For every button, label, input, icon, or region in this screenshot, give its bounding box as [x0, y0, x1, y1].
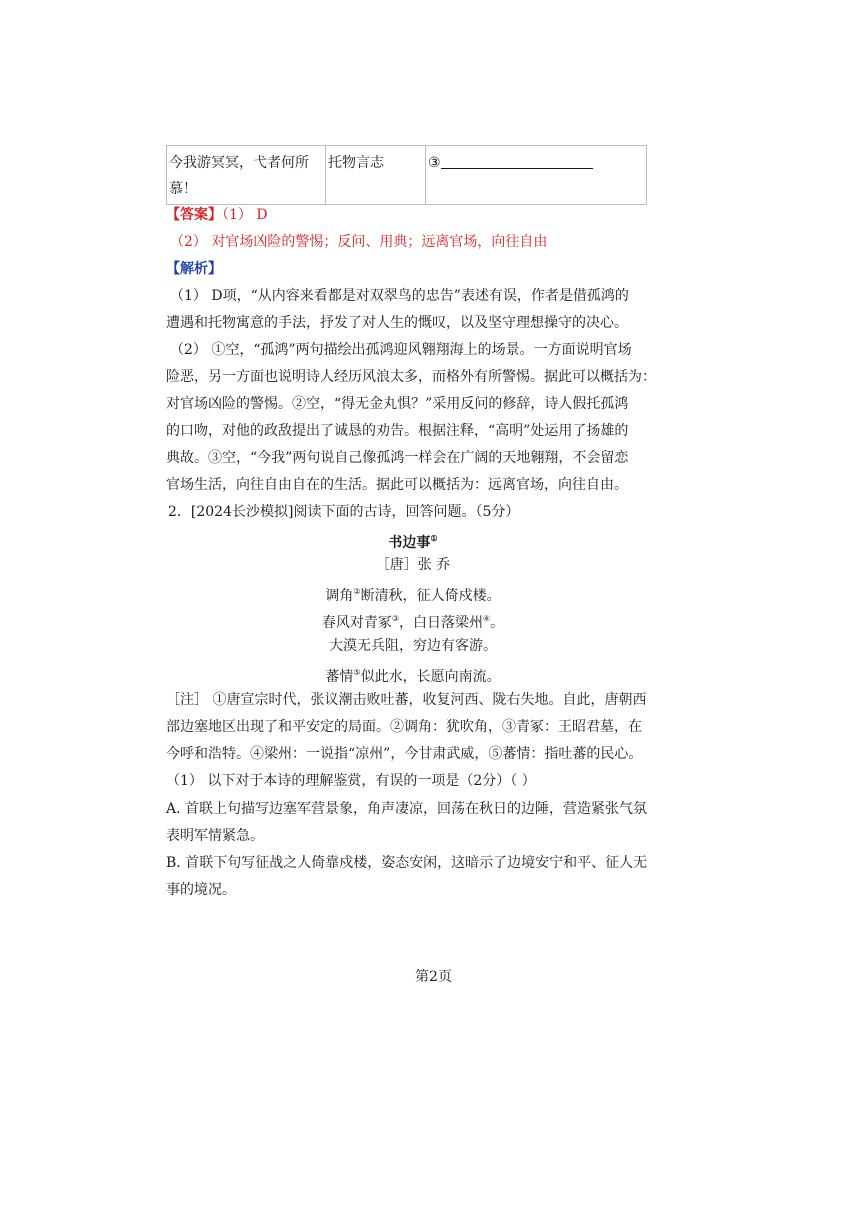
analysis-line-3: （2） ①空，“孤鸿”两句描绘出孤鸿迎风翱翔海上的场景。一方面说明官场	[170, 342, 632, 358]
analysis-line-8: 官场生活，向往自由自在的生活。据此可以概括为：远离官场，向往自由。	[166, 477, 628, 493]
analysis-line-5: 对官场凶险的警惕。②空，“得无金丸惧？”采用反问的修辞，诗人假托孤鸿	[166, 396, 629, 412]
blank-marker: ③	[428, 155, 441, 171]
comparison-table	[166, 145, 647, 205]
analysis-line-6: 的口吻，对他的政敌提出了诚恳的劝告。根据注释，“高明”处运用了扬雄的	[166, 423, 629, 439]
option-b-line-2: 事的境况。	[166, 882, 236, 898]
analysis-line-1: （1） D项，“从内容来看都是对双翠鸟的忠告”表述有误，作者是借孤鸿的	[170, 288, 629, 304]
poem-text: 春风对青冢	[321, 615, 392, 631]
analysis-line-2: 遭遇和托物寓意的手法，抒发了对人生的慨叹，以及坚守理想操守的决心。	[166, 315, 628, 331]
footnote-mark: ⑤	[353, 668, 361, 677]
poem-text: 调角	[325, 588, 354, 604]
answer-blank-line	[441, 154, 593, 169]
answer-line-1	[166, 205, 268, 225]
sub-question-1: （1） 以下对于本诗的理解鉴赏，有误的一项是（2分）（ ）	[166, 773, 536, 789]
poem-text: ，白日落梁州	[399, 615, 483, 631]
poem-text: 蕃情	[325, 669, 354, 685]
answer-part1: （1） D	[222, 207, 268, 223]
quote-line-2: 慕！	[169, 181, 197, 197]
poem-line-1	[0, 582, 826, 606]
page-number: 第2页	[415, 969, 452, 985]
notes-line-2: 部边塞地区出现了和平安定的局面。②调角：犹吹角，③青冢：王昭君墓，在	[166, 719, 642, 735]
poem-author: ［唐］张 乔	[375, 557, 451, 573]
footnote-mark: ③	[391, 614, 399, 623]
table-cell-blank	[426, 146, 647, 205]
footnote-mark: ④	[483, 614, 491, 623]
poem-line-4	[0, 663, 826, 687]
analysis-label: 【解析】	[166, 261, 222, 277]
poem-text: 。	[490, 615, 505, 631]
poem-title-text: 书边事	[388, 535, 431, 551]
option-a-line-2: 表明军情紧急。	[166, 828, 264, 844]
notes-line-1: ［注］ ①唐宣宗时代，张议潮击败吐蕃，收复河西、陇右失地。自此，唐朝西	[166, 692, 647, 708]
option-a-line-1: A. 首联上句描写边塞军营景象，角声凄凉，回荡在秋日的边陲，营造紧张气氛	[166, 801, 648, 817]
option-b-line-1: B. 首联下句写征战之人倚靠戍楼，姿态安闲，这暗示了边境安宁和平、征人无	[166, 855, 648, 871]
poem-line-2	[0, 609, 826, 633]
poem-text: 大漠无兵阻，穷边有客游。	[329, 638, 497, 654]
notes-line-3: 今呼和浩特。④梁州：一说指“凉州”，今甘肃武威，⑤蕃情：指吐蕃的民心。	[166, 746, 643, 762]
poem-line-3	[0, 636, 826, 656]
answer-part2: （2） 对官场凶险的警惕；反问、用典；远离官场，向往自由	[170, 234, 548, 250]
table-cell-technique: 托物言志	[326, 146, 426, 205]
poem-title	[0, 528, 826, 553]
poem-text: 似此水，长愿向南流。	[360, 669, 501, 685]
analysis-line-7: 典故。③空，“今我”两句说自己像孤鸿一样会在广阔的天地翱翔，不会留恋	[166, 450, 629, 466]
question2-header: 2．[2024长沙模拟]阅读下面的古诗，回答问题。（5分）	[168, 504, 520, 520]
footnote-mark: ②	[353, 587, 361, 596]
quote-line-1: 今我游冥冥，弋者何所	[169, 155, 309, 171]
analysis-line-4: 险恶，另一方面也说明诗人经历风浪太多，而格外有所警惕。据此可以概括为：	[166, 369, 656, 385]
table-cell-quote	[167, 146, 326, 205]
poem-title-note: ①	[430, 533, 438, 543]
poem-text: 断清秋，征人倚戍楼。	[360, 588, 501, 604]
answer-label: 【答案】	[166, 207, 222, 223]
table-row	[167, 146, 647, 205]
